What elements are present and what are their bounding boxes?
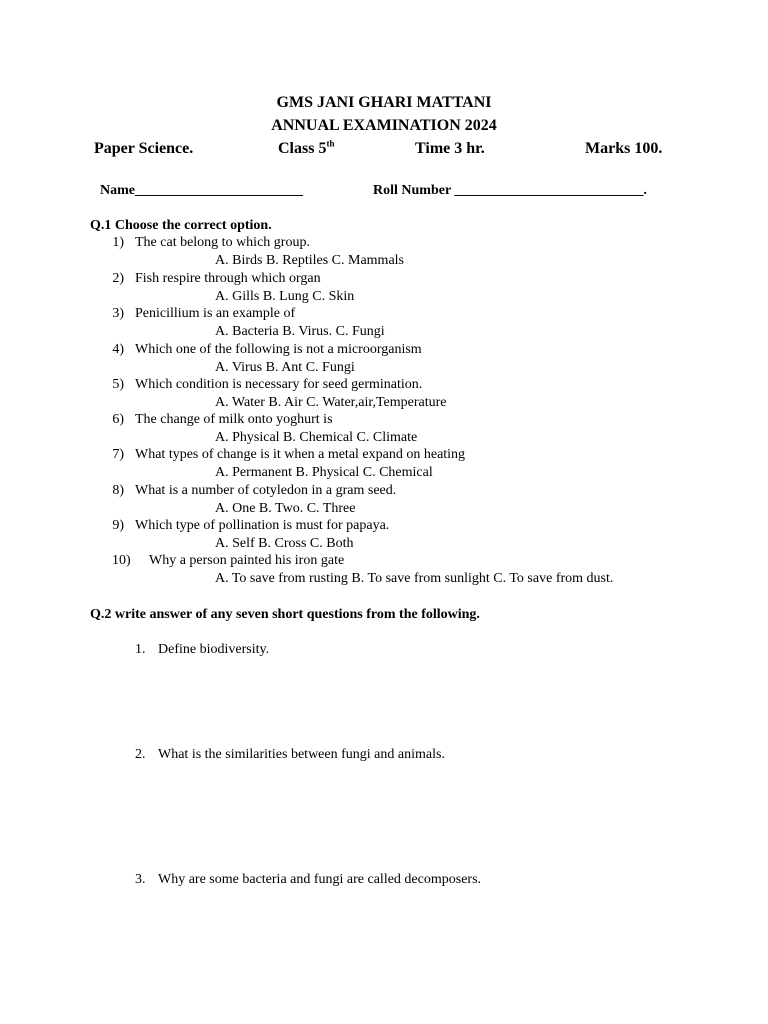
exam-title: ANNUAL EXAMINATION 2024 <box>271 117 497 134</box>
exam-time: Time 3 hr. <box>415 140 485 157</box>
q2-heading: Q.2 write answer of any seven short questions from the following. <box>90 607 480 622</box>
paper-subject: Paper Science. <box>94 140 194 157</box>
class-level: Class 5th <box>278 138 335 157</box>
name-field: Name________________________ <box>100 183 303 198</box>
roll-number-field: Roll Number ___________________________. <box>373 183 647 198</box>
q1-heading: Q.1 Choose the correct option. <box>90 218 272 233</box>
total-marks: Marks 100. <box>585 140 663 157</box>
school-name: GMS JANI GHARI MATTANI <box>276 94 492 111</box>
